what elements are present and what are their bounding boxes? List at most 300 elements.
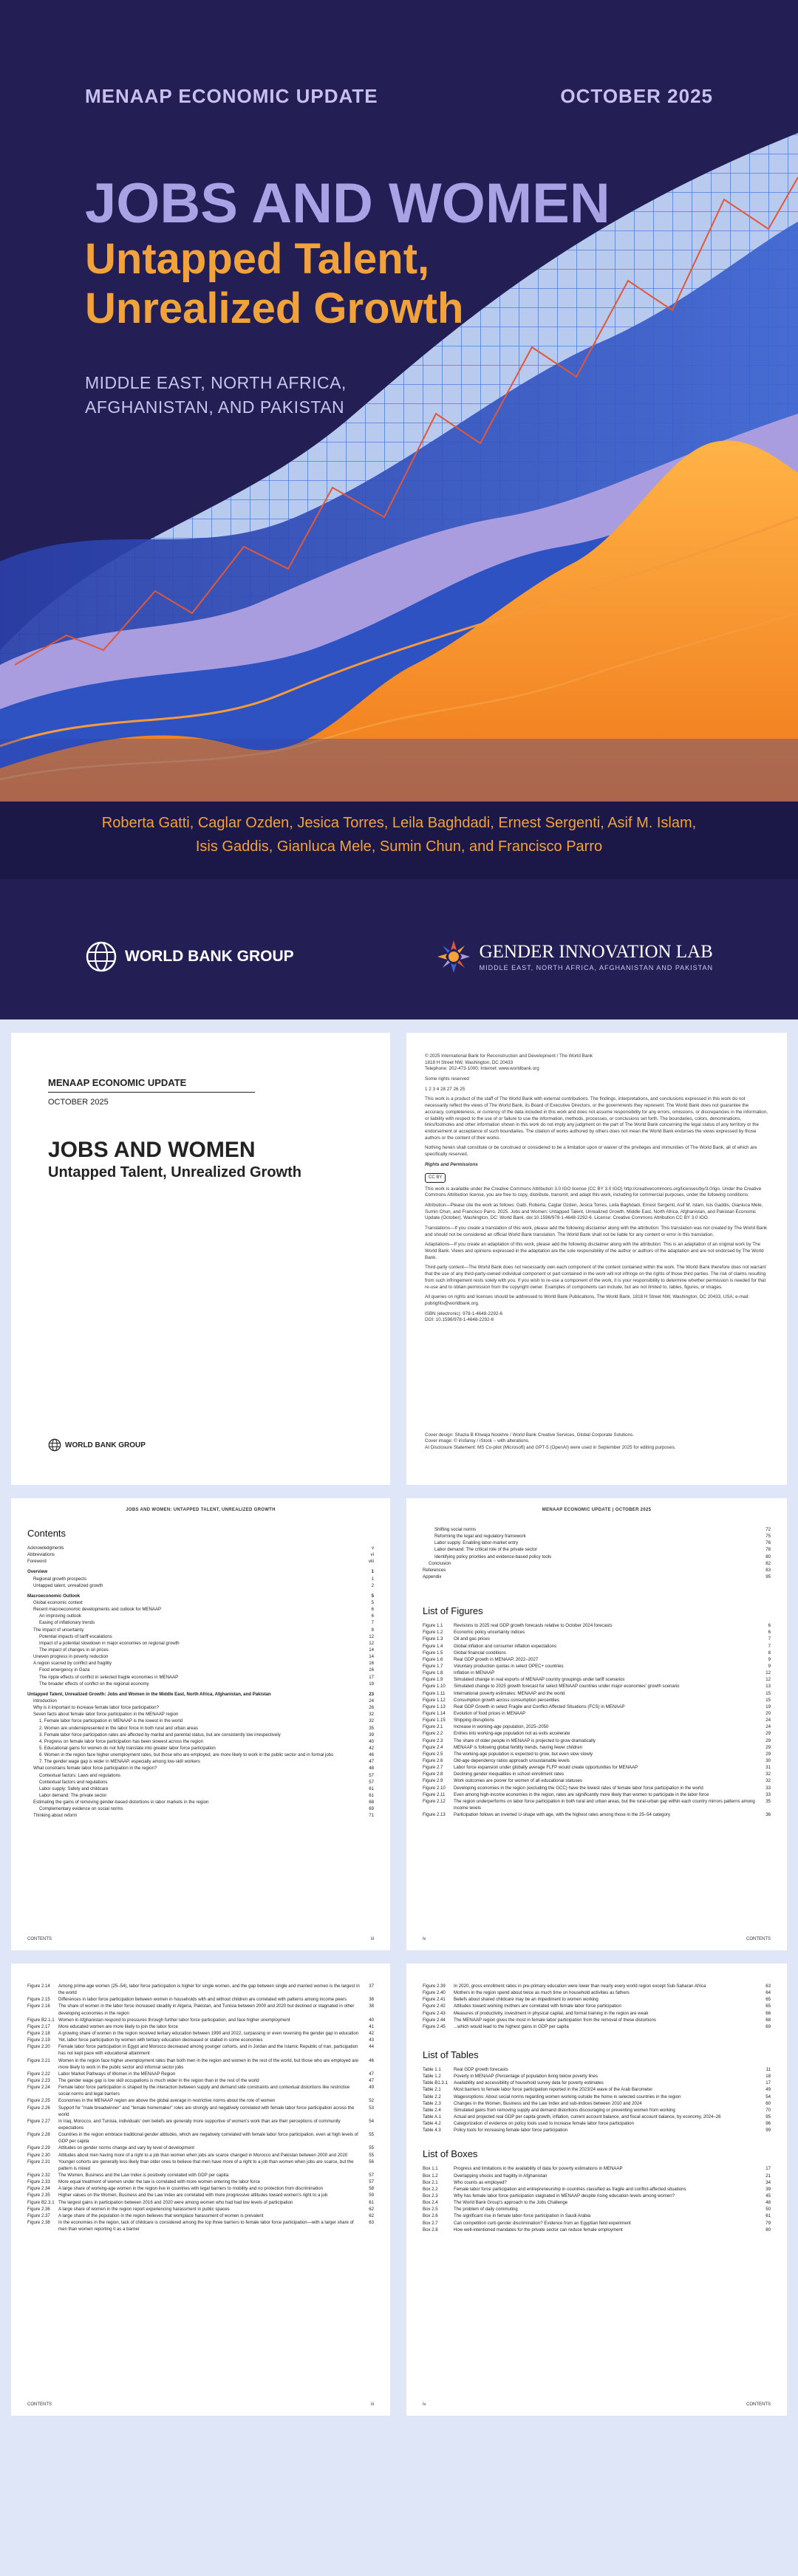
list-entry[interactable] bbox=[423, 1650, 771, 1656]
entry-number: Figure 2.4 bbox=[423, 1744, 443, 1750]
entry-number: Box 2.3 bbox=[423, 2193, 438, 2199]
entry-number: Figure 2.34 bbox=[27, 2186, 50, 2192]
list-entry[interactable] bbox=[423, 2094, 771, 2100]
list-entry[interactable] bbox=[423, 2017, 771, 2023]
list-entry[interactable] bbox=[27, 2017, 374, 2023]
entry-title: Measures of productivity, investment in physical capital, and formal training in the region are weak bbox=[454, 2010, 649, 2016]
entry-page: 56 bbox=[369, 2159, 374, 2165]
list-entry[interactable] bbox=[27, 2213, 374, 2219]
entry-page: 75 bbox=[765, 1534, 771, 1540]
entry-number: Box 2.2 bbox=[423, 2186, 438, 2192]
contents-entry[interactable] bbox=[27, 1779, 374, 1786]
list-entry[interactable] bbox=[27, 2159, 374, 2172]
list-entry[interactable] bbox=[423, 1670, 771, 1676]
entry-number: Figure 2.26 bbox=[27, 2105, 50, 2111]
list-entry[interactable] bbox=[423, 1785, 771, 1791]
entry-page: 6 bbox=[371, 1613, 374, 1619]
list-entry[interactable] bbox=[423, 1744, 771, 1751]
entry-page: 16 bbox=[369, 1667, 374, 1673]
list-entry[interactable] bbox=[423, 2206, 771, 2213]
cover-authors-line2: Isis Gaddis, Gianluca Mele, Sumin Chun, and Francisco Parro bbox=[195, 838, 603, 855]
list-entry[interactable] bbox=[27, 2179, 374, 2185]
entry-number: Figure 2.7 bbox=[423, 1765, 443, 1771]
entry-title: Acknowledgments bbox=[27, 1545, 64, 1551]
list-entry[interactable] bbox=[423, 1996, 771, 2003]
entry-title: The working-age population is expected to grow, but even slow slowly bbox=[454, 1751, 593, 1757]
entry-page: 29 bbox=[765, 1738, 771, 1743]
entry-page: 26 bbox=[369, 1705, 374, 1711]
list-entry[interactable] bbox=[423, 1798, 771, 1811]
contents-entry[interactable] bbox=[27, 1551, 374, 1558]
entry-title: Female labor force participation and entrepreneurship in countries classified as fragile and conflict-affected situations bbox=[454, 2186, 686, 2192]
contents-entry[interactable] bbox=[27, 1752, 374, 1758]
list-entry[interactable] bbox=[423, 2003, 771, 2009]
contents-entry[interactable] bbox=[423, 1554, 771, 1560]
figures-list bbox=[423, 1526, 771, 1818]
copyright-address: 1818 H Street NW, Washington, DC 20433 bbox=[425, 1059, 514, 1065]
running-header: MENAAP ECONOMIC UPDATE | OCTOBER 2025 bbox=[542, 1508, 652, 1512]
contents-entry[interactable] bbox=[27, 1647, 374, 1653]
list-entry[interactable] bbox=[423, 1751, 771, 1757]
entry-page: 19 bbox=[369, 1681, 374, 1687]
entry-title: The World Bank Group's approach to the Jobs Challenge bbox=[454, 2200, 568, 2206]
list-entry[interactable] bbox=[27, 2219, 374, 2232]
list-entry[interactable] bbox=[423, 1730, 771, 1737]
entry-page: 80 bbox=[765, 1554, 771, 1559]
entry-number: Figure 2.35 bbox=[27, 2193, 50, 2199]
entry-title: Contextual factors: Laws and regulations bbox=[39, 1772, 121, 1778]
cover-logos bbox=[85, 938, 713, 975]
contents-entry[interactable] bbox=[27, 1606, 374, 1613]
entry-title: A large share of working-age women in the region live in countries with legal barriers to mobility and no protection from discrimination bbox=[58, 2186, 324, 2192]
contents-entry[interactable] bbox=[27, 1704, 374, 1711]
list-entry[interactable] bbox=[423, 2199, 771, 2206]
list-entry[interactable] bbox=[423, 2186, 771, 2193]
contents-entry[interactable] bbox=[27, 1711, 374, 1718]
entry-title: Availability and accessibility of household survey data for poverty estimates bbox=[454, 2080, 604, 2086]
contents-entry[interactable] bbox=[27, 1633, 374, 1640]
entry-number: Figure 2.21 bbox=[27, 2057, 50, 2063]
entry-title: Who counts as employed? bbox=[454, 2179, 507, 2185]
list-entry[interactable] bbox=[423, 2127, 771, 2133]
entry-page: 17 bbox=[765, 2080, 771, 2086]
list-entry[interactable] bbox=[27, 2152, 374, 2159]
tables-boxes-page bbox=[406, 1964, 787, 2416]
list-entry[interactable] bbox=[423, 2120, 771, 2127]
entry-page: 39 bbox=[765, 2186, 771, 2192]
entry-title: Female labor force participation is shaped by the interaction between supply and demand side constraints and contextual distortions like restrictive social norms and legal barriers bbox=[58, 2085, 350, 2097]
entry-title: Labor supply: Safety and childcare bbox=[39, 1786, 109, 1791]
entry-number: Figure B2.3.1 bbox=[27, 2199, 55, 2205]
list-entry[interactable] bbox=[27, 2084, 374, 2097]
contents-entry[interactable] bbox=[27, 1732, 374, 1738]
entry-number: Figure 2.13 bbox=[423, 1812, 446, 1818]
entry-number: Figure 2.5 bbox=[423, 1751, 443, 1757]
entry-page: viii bbox=[368, 1559, 374, 1565]
contents-entry[interactable] bbox=[27, 1805, 374, 1812]
entry-title: Mothers in the region spend about twice as much time on household activities as fathers bbox=[454, 1990, 630, 1996]
entry-page: 35 bbox=[765, 1798, 771, 1804]
box-rows bbox=[423, 2165, 771, 2232]
entry-page: 47 bbox=[369, 2071, 374, 2077]
list-entry[interactable] bbox=[423, 2213, 771, 2219]
entry-title: International poverty estimates: MENAAP and the world bbox=[454, 1690, 565, 1696]
contents-entry[interactable] bbox=[27, 1812, 374, 1819]
entry-number: Figure 1.8 bbox=[423, 1670, 443, 1676]
list-entry[interactable] bbox=[423, 2086, 771, 2093]
list-entry[interactable] bbox=[423, 2073, 771, 2080]
entry-number: Box 2.8 bbox=[423, 2227, 438, 2232]
entry-title: MENAAP is following global fertility trends, having fewer children bbox=[454, 1744, 582, 1750]
list-entry[interactable] bbox=[27, 1996, 374, 2003]
title-page-subtitle: Untapped Talent, Unrealized Growth bbox=[48, 1164, 301, 1181]
figures-continued-page bbox=[11, 1964, 390, 2416]
entry-page: 69 bbox=[369, 1806, 374, 1812]
list-entry[interactable] bbox=[423, 2010, 771, 2017]
contents-entry[interactable] bbox=[27, 1738, 374, 1745]
entry-number: Table 2.2 bbox=[423, 2094, 441, 2100]
contents-entry[interactable] bbox=[27, 1660, 374, 1667]
entry-number: Figure 2.40 bbox=[423, 1990, 446, 1996]
entry-title: The impact of changes in oil prices bbox=[39, 1647, 109, 1653]
entry-number: Figure 2.18 bbox=[27, 2030, 50, 2036]
list-entry[interactable] bbox=[423, 1717, 771, 1723]
contents-entry[interactable] bbox=[27, 1691, 374, 1698]
list-entry[interactable] bbox=[27, 2071, 374, 2077]
entry-page: 33 bbox=[765, 1791, 771, 1797]
contents-entry[interactable] bbox=[27, 1599, 374, 1606]
contents-entry[interactable] bbox=[27, 1568, 374, 1575]
entry-title: Contextual factors and regulations bbox=[39, 1779, 108, 1785]
entry-number: Figure 2.28 bbox=[27, 2132, 50, 2138]
contents-entry[interactable] bbox=[27, 1667, 374, 1673]
contents-entry[interactable] bbox=[423, 1546, 771, 1553]
entry-title: Untapped talent, unrealized growth bbox=[33, 1582, 103, 1588]
entry-number: Figure 2.39 bbox=[423, 1984, 446, 1989]
entry-number: Box 1.2 bbox=[423, 2173, 438, 2179]
entry-title: Support for "male breadwinner" and "female homemaker" roles are strongly and negatively correlated with female labor force participation across the world bbox=[58, 2105, 355, 2117]
list-entry[interactable] bbox=[423, 1811, 771, 1818]
list-entry[interactable] bbox=[27, 2118, 374, 2131]
list-entry[interactable] bbox=[423, 1676, 771, 1683]
contents-entry[interactable] bbox=[27, 1698, 374, 1704]
gender-innovation-lab-logo bbox=[435, 938, 713, 975]
entry-title: Progress and limitations in the availability of data for poverty estimations in MENAAP bbox=[454, 2166, 623, 2172]
list-entry[interactable] bbox=[423, 2227, 771, 2233]
entry-title: Simulated change to 2025 growth forecast for select MENAAP countries under major economies' growth scenario bbox=[454, 1684, 680, 1690]
entry-page: 62 bbox=[369, 2206, 374, 2212]
list-entry[interactable] bbox=[423, 1622, 771, 1629]
entry-title: Simulated change in real exports of MENAAP country groupings under tariff scenarios bbox=[454, 1677, 625, 1683]
list-entry[interactable] bbox=[423, 1663, 771, 1670]
entry-page: 47 bbox=[369, 2077, 374, 2083]
entry-page: 80 bbox=[765, 2227, 771, 2232]
title-page-date: OCTOBER 2025 bbox=[48, 1098, 109, 1107]
entry-number: Figure 2.27 bbox=[27, 2118, 50, 2124]
list-entry[interactable] bbox=[423, 1656, 771, 1663]
entry-title: Entries into working-age population not as exits accelerate bbox=[454, 1731, 570, 1737]
contents-entry[interactable] bbox=[27, 1718, 374, 1724]
list-entry[interactable] bbox=[423, 1791, 771, 1798]
list-entry[interactable] bbox=[27, 2206, 374, 2213]
entry-page: 49 bbox=[369, 2085, 374, 2091]
table-rows bbox=[423, 2066, 771, 2133]
entry-page: 39 bbox=[369, 1732, 374, 1738]
contents-entry[interactable] bbox=[423, 1540, 771, 1546]
cover-authors bbox=[0, 811, 798, 858]
contents-entry[interactable] bbox=[27, 1772, 374, 1779]
contents-entry[interactable] bbox=[27, 1792, 374, 1799]
entry-page: 40 bbox=[369, 1738, 374, 1744]
entry-title: The region underperforms on labor force participation in both rural and urban areas, but the rural-urban gap within each country mirrors patterns among income levels bbox=[454, 1798, 755, 1811]
list-entry[interactable] bbox=[27, 2131, 374, 2145]
entry-title: Labor Market Pathways of Women in the MENAAP Region bbox=[58, 2071, 176, 2077]
list-entry[interactable] bbox=[27, 2199, 374, 2206]
rights-heading: Rights and Permissions bbox=[425, 1161, 478, 1167]
entry-number: Box 2.4 bbox=[423, 2200, 438, 2206]
list-entry[interactable] bbox=[27, 2023, 374, 2030]
list-entry[interactable] bbox=[27, 2037, 374, 2043]
list-entry[interactable] bbox=[423, 1690, 771, 1697]
entry-title: Voluntary production quotas in select OPEC+ countries bbox=[454, 1663, 564, 1669]
contents-entry[interactable] bbox=[423, 1533, 771, 1540]
tables-boxes-list bbox=[423, 1983, 771, 2233]
entry-page: 7 bbox=[371, 1620, 374, 1626]
entry-title: Attitudes on gender norms change and vary by level of development bbox=[58, 2145, 194, 2151]
entry-title: How well-intentioned mandates for the private sector can reduce female employment bbox=[454, 2227, 623, 2232]
list-entry[interactable] bbox=[27, 1983, 374, 1996]
list-entry[interactable] bbox=[423, 1704, 771, 1710]
entry-title: Labor demand: The private sector bbox=[39, 1792, 107, 1798]
contents-entry[interactable] bbox=[27, 1558, 374, 1565]
list-entry[interactable] bbox=[27, 2077, 374, 2084]
list-entry[interactable] bbox=[423, 2173, 771, 2179]
contents-entry[interactable] bbox=[27, 1758, 374, 1765]
list-entry[interactable] bbox=[423, 1777, 771, 1784]
entry-page: 17 bbox=[369, 1674, 374, 1680]
list-entry[interactable] bbox=[423, 2023, 771, 2030]
contents-entry[interactable] bbox=[27, 1619, 374, 1626]
list-entry[interactable] bbox=[27, 2185, 374, 2192]
entry-title: Complementary evidence on social norms bbox=[39, 1806, 123, 1812]
entry-title: Overlapping shocks and fragility in Afghanistan bbox=[454, 2173, 548, 2179]
entry-title: Real GDP growth forecasts bbox=[454, 2066, 508, 2072]
contents-entry[interactable] bbox=[27, 1593, 374, 1599]
entry-title: Attitudes toward working mothers are correlated with female labor force participation bbox=[454, 2003, 621, 2009]
entry-title: Inflation in MENAAP bbox=[454, 1670, 495, 1676]
entry-number: Figure 2.29 bbox=[27, 2145, 50, 2151]
entry-page: 95 bbox=[765, 2114, 771, 2119]
world-bank-logo-text: WORLD BANK GROUP bbox=[125, 948, 294, 965]
contents-entry[interactable] bbox=[27, 1745, 374, 1752]
entry-page: 99 bbox=[765, 2128, 771, 2133]
title-page-logo-text: WORLD BANK GROUP bbox=[65, 1441, 146, 1449]
entry-page: 1 bbox=[371, 1576, 374, 1582]
entry-title: Participation follows an inverted U-shape with age, with the highest rates among those in the 25–54 category bbox=[454, 1812, 671, 1818]
entry-page: 12 bbox=[765, 1670, 771, 1676]
entry-title: The gender wage gap is low skill occupations is much wider in the region than in the rest of the world bbox=[58, 2077, 259, 2083]
figure-rows bbox=[27, 1983, 374, 2232]
list-entry[interactable] bbox=[423, 2179, 771, 2186]
title-page-title: JOBS AND WOMEN bbox=[48, 1138, 256, 1162]
entry-number: Figure 2.22 bbox=[27, 2071, 50, 2077]
list-entry[interactable] bbox=[423, 1723, 771, 1730]
entry-title: Global inflation and consumer inflation expectations bbox=[454, 1643, 557, 1649]
contents-entry[interactable] bbox=[27, 1576, 374, 1582]
list-entry[interactable] bbox=[423, 1771, 771, 1777]
entry-title: Developing economies in the region (excluding the GCC) have the lowest rates of female labor force participation in the world bbox=[454, 1785, 703, 1791]
contents-entry[interactable] bbox=[27, 1681, 374, 1687]
list-entry[interactable] bbox=[423, 2114, 771, 2120]
cover-region-line2: AFGHANISTAN, AND PAKISTAN bbox=[85, 397, 345, 417]
list-entry[interactable] bbox=[27, 2057, 374, 2071]
contents-entry[interactable] bbox=[27, 1640, 374, 1647]
entry-title: The broader effects of conflict on the regional economy bbox=[39, 1681, 149, 1687]
list-entry[interactable] bbox=[423, 2080, 771, 2086]
list-entry[interactable] bbox=[27, 2043, 374, 2057]
entry-title: Uneven progress in poverty reduction bbox=[33, 1654, 109, 1660]
globe-icon bbox=[48, 1438, 61, 1452]
entry-title: Most barriers to female labor force participation reported in the 2023/24 wave of the Arab Barometer bbox=[454, 2087, 653, 2093]
footer-label: CONTENTS bbox=[27, 2402, 52, 2407]
list-entry[interactable] bbox=[423, 1683, 771, 1690]
contents-entry[interactable] bbox=[27, 1653, 374, 1660]
list-entry[interactable] bbox=[423, 1738, 771, 1744]
list-entry[interactable] bbox=[423, 1643, 771, 1650]
contents-entry[interactable] bbox=[27, 1627, 374, 1633]
entry-page: 12 bbox=[765, 1677, 771, 1683]
list-entry[interactable] bbox=[423, 1697, 771, 1704]
entry-number: Figure 2.9 bbox=[423, 1778, 443, 1784]
list-entry[interactable] bbox=[27, 2172, 374, 2179]
entry-page: 78 bbox=[765, 1547, 771, 1553]
entry-page: 43 bbox=[369, 2037, 374, 2043]
entry-title: Macroeconomic Outlook bbox=[27, 1593, 81, 1599]
entry-page: 68 bbox=[369, 1800, 374, 1805]
list-entry[interactable] bbox=[423, 2066, 771, 2073]
entry-page: 42 bbox=[369, 1745, 374, 1751]
entry-page: 2 bbox=[371, 1582, 374, 1588]
third-party-text: Third-party content—The World Bank does not necessarily own each component of the content contained within the work. The World Bank therefore does not warrant that the use of any third-party-owned individual component or part contained in the work will not infringe on the rights of those third parties. The risk of claims resulting from such infringement rests solely with you. If you wish to re-use a component of the work, it is your responsibility to determine whether permission is needed for that re-use and to obtain permission from the copyright owner. Examples of components can include, but are not limited to, tables, figures, or images. bbox=[425, 1265, 766, 1290]
entry-page: 79 bbox=[765, 2220, 771, 2226]
entry-page: 34 bbox=[765, 2179, 771, 2185]
list-entry[interactable] bbox=[27, 2097, 374, 2104]
entry-page: 19 bbox=[765, 1704, 771, 1709]
list-entry[interactable] bbox=[423, 2220, 771, 2227]
entry-number: Figure 1.15 bbox=[423, 1718, 446, 1723]
entry-title: Oil and gas prices bbox=[454, 1636, 490, 1642]
contents-entry[interactable] bbox=[27, 1799, 374, 1805]
entry-number: Figure 2.41 bbox=[423, 1997, 446, 2003]
entry-title: A growing share of women in the region received tertiary education between 1990 and 2022, surpassing or even reversing the gender gap in education bbox=[58, 2030, 359, 2036]
list-entry[interactable] bbox=[27, 2192, 374, 2199]
entry-page: 71 bbox=[369, 1813, 374, 1819]
list-entry[interactable] bbox=[423, 1710, 771, 1717]
contents-entry[interactable] bbox=[27, 1582, 374, 1589]
contents-rows bbox=[27, 1545, 374, 1819]
contents-entry[interactable] bbox=[27, 1545, 374, 1551]
contents-entry[interactable] bbox=[423, 1567, 771, 1574]
entry-title: Labor supply: Enabling labor-market entry bbox=[434, 1540, 519, 1546]
entry-page: 69 bbox=[765, 2023, 771, 2029]
contents-entry[interactable] bbox=[27, 1765, 374, 1772]
entry-title: Declining gender inequalities in school enrollment rates bbox=[454, 1772, 565, 1777]
translations-text: Translations—If you create a translation of this work, please add the following disclaimer along with the attribution: This translation was not created by The World Bank and should not be considered an official World Bank translation. The World Bank shall not be liable for any content or error in this translation. bbox=[425, 1226, 768, 1237]
entry-title: Wages/options: About social norms regarding women working outside the home in selected countries in the region bbox=[454, 2094, 681, 2100]
entry-title: Overview bbox=[27, 1569, 48, 1575]
entry-number: Figure 2.45 bbox=[423, 2023, 446, 2029]
entry-number: Figure 1.13 bbox=[423, 1704, 446, 1709]
entry-page: 7 bbox=[768, 1636, 771, 1642]
contents-entry[interactable] bbox=[27, 1674, 374, 1681]
list-entry[interactable] bbox=[423, 1636, 771, 1642]
list-entry[interactable] bbox=[27, 2030, 374, 2037]
entry-title: Can competition curb gender discrimination? Evidence from an Egyptian field experiment bbox=[454, 2220, 631, 2226]
entry-page: 52 bbox=[369, 2098, 374, 2104]
list-entry[interactable] bbox=[423, 2193, 771, 2199]
entry-number: Figure 2.30 bbox=[27, 2152, 50, 2158]
copyright-line: © 2025 International Bank for Reconstruction and Development / The World Bank bbox=[425, 1053, 593, 1059]
list-entry[interactable] bbox=[27, 2105, 374, 2118]
list-entry[interactable] bbox=[423, 1629, 771, 1636]
entry-title: Why is it important to increase female labor force participation? bbox=[33, 1705, 160, 1711]
doi: DOI: 10.1596/978-1-4648-2292-6 bbox=[425, 1317, 494, 1323]
entry-title: Increase in working-age population, 2025–2050 bbox=[454, 1724, 549, 1730]
entry-page: 61 bbox=[369, 2199, 374, 2205]
list-entry[interactable] bbox=[423, 1983, 771, 1989]
entry-title: Work outcomes are poorer for women of all educational statuses bbox=[454, 1778, 582, 1784]
entry-number: Box 2.5 bbox=[423, 2207, 438, 2213]
entry-title: Real GDP growth in MENAAP, 2022–2027 bbox=[454, 1656, 539, 1662]
list-entry[interactable] bbox=[27, 2145, 374, 2151]
entry-number: Figure 2.10 bbox=[423, 1785, 446, 1791]
entry-page: 57 bbox=[369, 1772, 374, 1778]
contents-entry[interactable] bbox=[27, 1725, 374, 1732]
entry-page: 37 bbox=[369, 1984, 374, 1989]
list-entry[interactable] bbox=[423, 1757, 771, 1764]
entry-page: 72 bbox=[765, 1527, 771, 1532]
entry-page: 17 bbox=[765, 2166, 771, 2172]
entry-page: 9 bbox=[768, 1656, 771, 1662]
list-entry[interactable] bbox=[423, 1989, 771, 1996]
entry-number: Figure B2.1.1 bbox=[27, 2017, 55, 2023]
entry-page: 45 bbox=[765, 2193, 771, 2199]
figures-continued-list bbox=[27, 1983, 374, 2232]
entry-title: Younger cohorts are generally less likely than older ones to believe that men have more of a right to a job than women when jobs are scarce, but the pattern is mixed bbox=[58, 2159, 354, 2171]
attribution-text: Attribution—Please cite the work as follows: Gatti, Roberta, Caglar Ozden, Jesica Torres, Leila Baghdadi, Ernest Sergenti, Asif M. Islam, Isis Gaddis, Gianluca Mele, Sumin Chun, and Francisco Parro. 2025. Jobs and Women: Untapped Talent, Unrealized Growth. Middle East, North Africa, Afghanistan, and Pakistan Economic Update (October). Washington, DC: World Bank. doi:10.1596/978-1-4648-2292-6. License: Creative Commons Attribution CC BY 3.0 IGO. bbox=[425, 1202, 763, 1221]
list-entry[interactable] bbox=[423, 2165, 771, 2172]
entry-number: Figure 2.25 bbox=[27, 2098, 50, 2104]
list-entry[interactable] bbox=[27, 2003, 374, 2016]
entry-page: 33 bbox=[765, 1785, 771, 1791]
contents-entry[interactable] bbox=[423, 1574, 771, 1580]
entry-page: 66 bbox=[765, 2010, 771, 2016]
list-entry[interactable] bbox=[423, 2100, 771, 2107]
contents-entry[interactable] bbox=[423, 1526, 771, 1533]
contents-entry[interactable] bbox=[423, 1560, 771, 1567]
entry-title: Old-age dependency ratios approach unsustainable levels bbox=[454, 1757, 570, 1763]
entry-title: Recent macroeconomic developments and outlook for MENAAP bbox=[33, 1607, 162, 1613]
entry-page: 14 bbox=[369, 1654, 374, 1660]
entry-title: The ripple effects of conflict in selected fragile economies in MENAAP bbox=[39, 1674, 179, 1680]
contents-page bbox=[11, 1498, 390, 1950]
entry-page: 24 bbox=[765, 1724, 771, 1730]
contents-entry[interactable] bbox=[27, 1786, 374, 1792]
list-entry[interactable] bbox=[423, 2107, 771, 2114]
entry-number: Figure 1.9 bbox=[423, 1677, 443, 1683]
list-entry[interactable] bbox=[423, 1764, 771, 1771]
contents-entry[interactable] bbox=[27, 1613, 374, 1619]
